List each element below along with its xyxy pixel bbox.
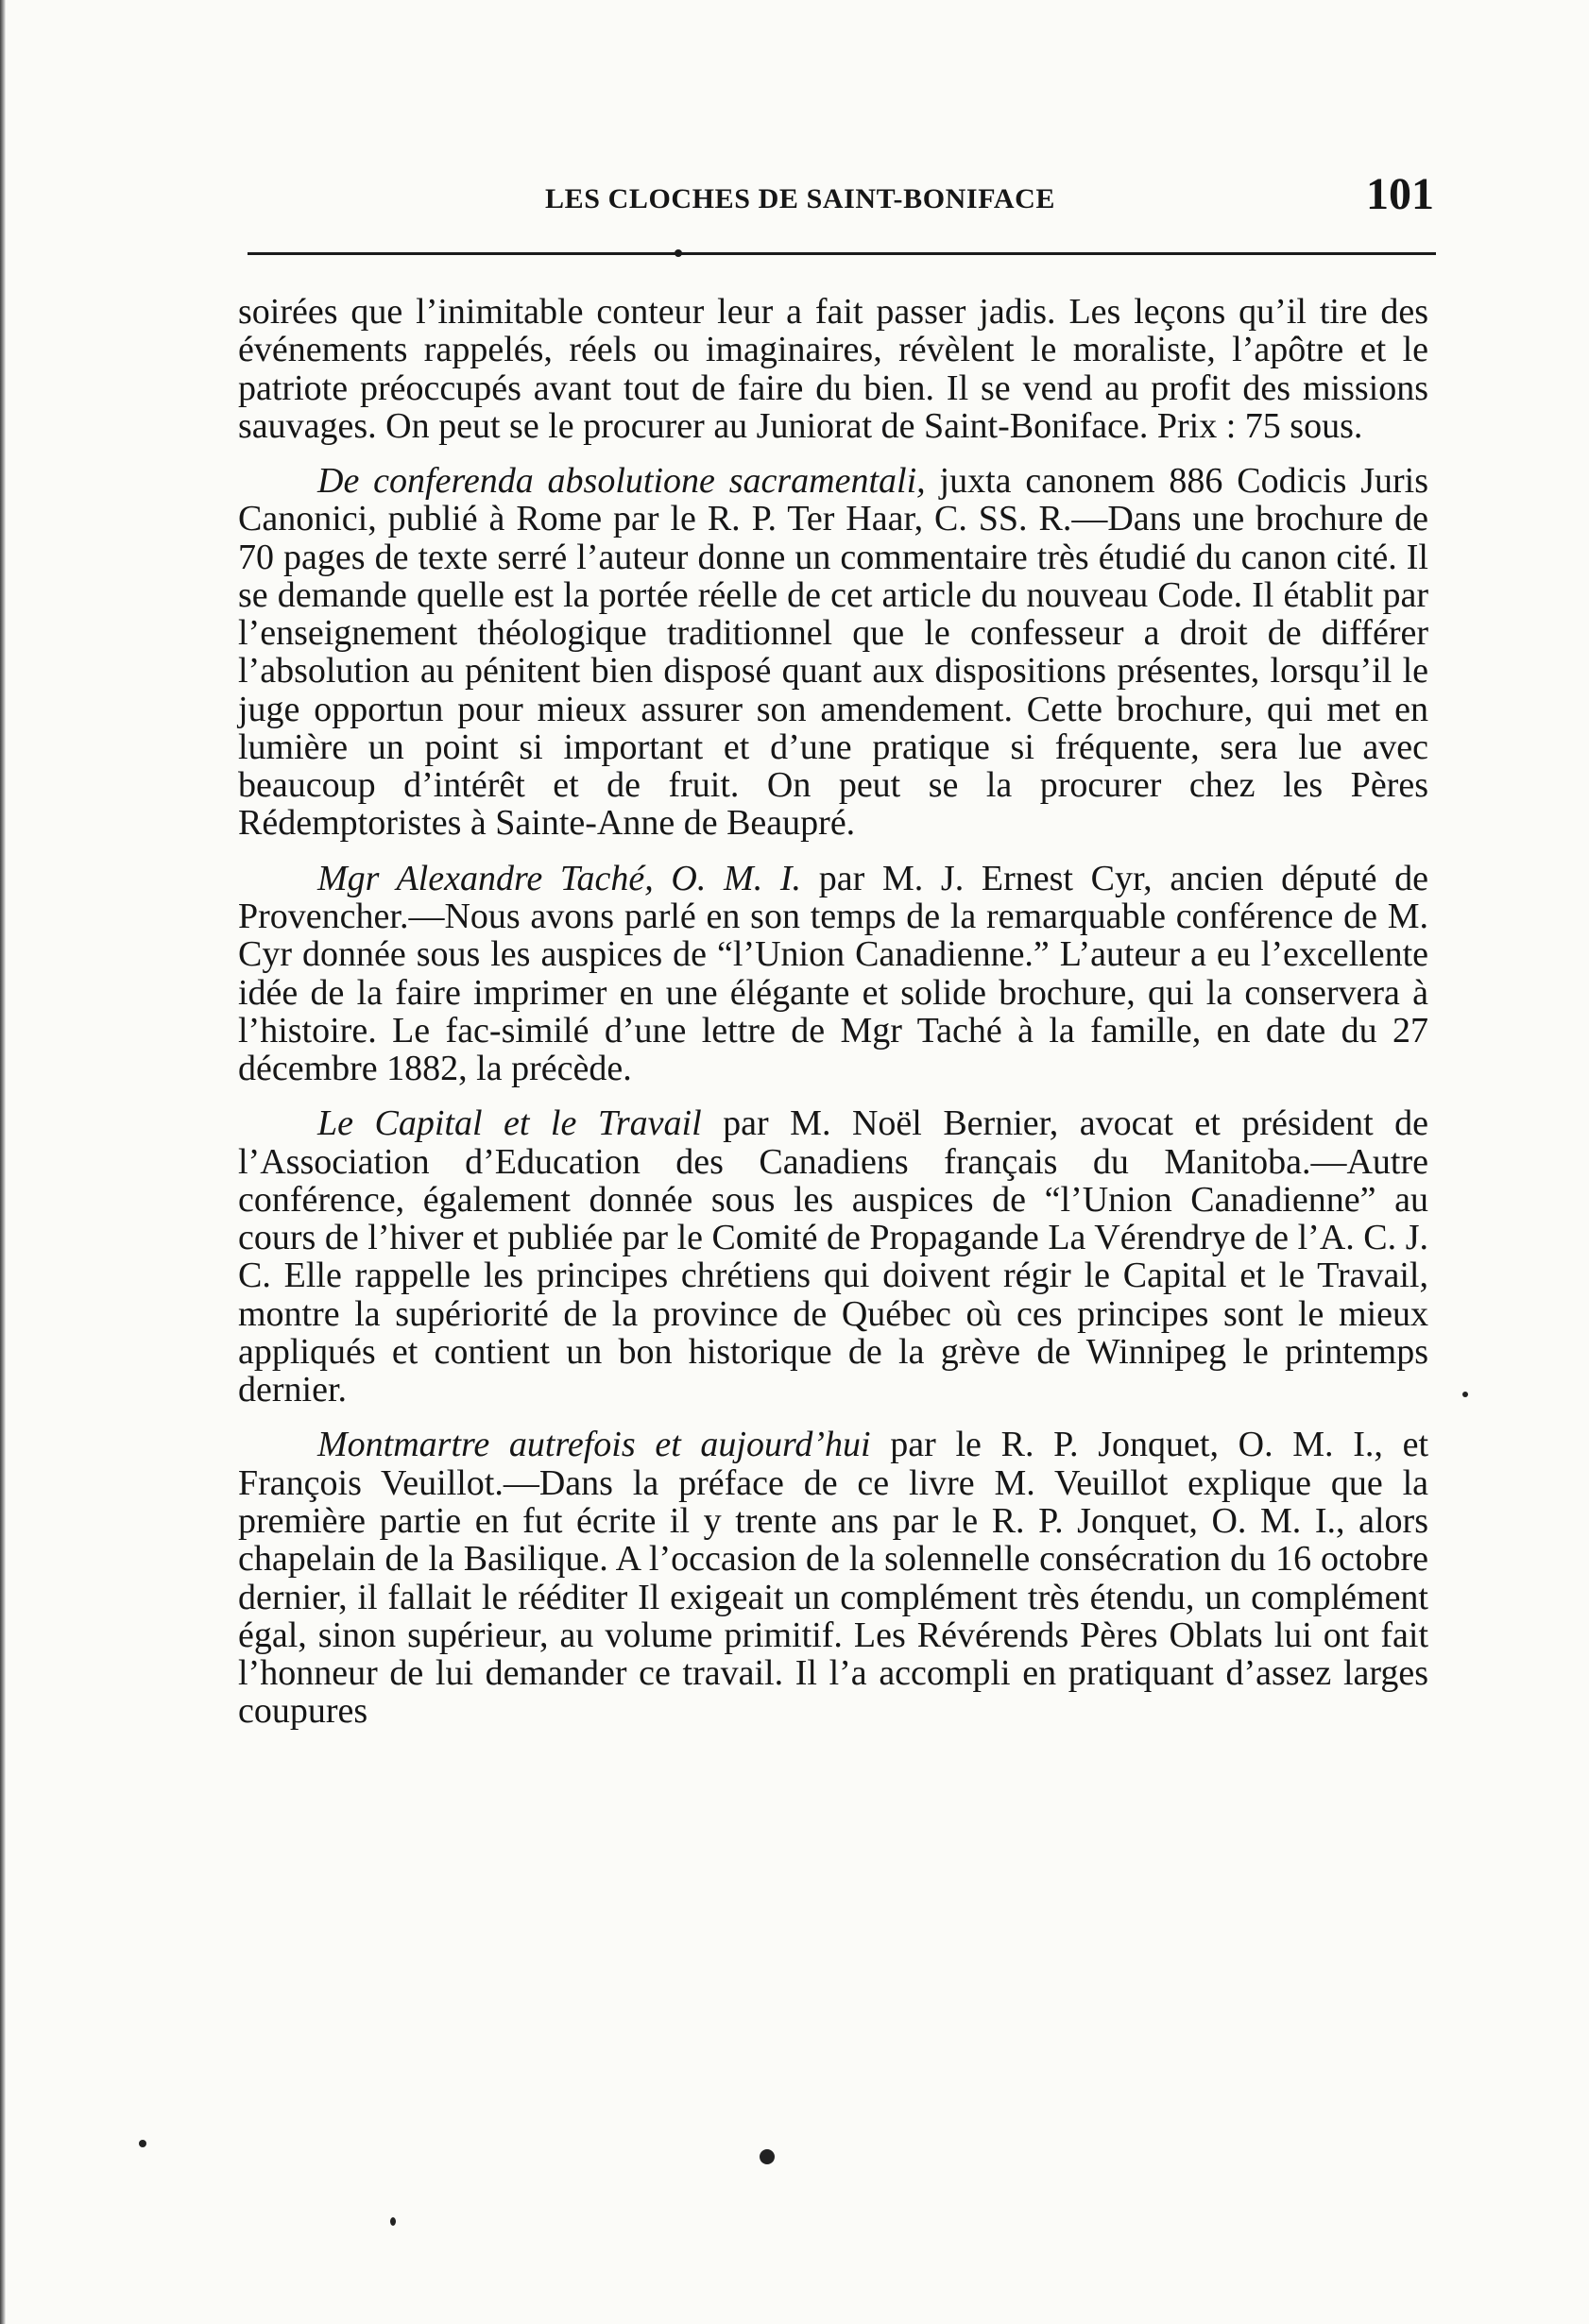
book-title: De conferenda absolutione sacramentali, [317, 461, 926, 502]
review-entry-de-conferenda [238, 462, 1428, 843]
header-rule-ornament [675, 249, 682, 257]
page-binding-edge [0, 0, 6, 2324]
scan-speck [390, 2217, 396, 2226]
header-rule [248, 252, 1436, 255]
running-head: LES CLOCHES DE SAINT-BONIFACE [545, 183, 1056, 214]
page-header [248, 168, 1438, 234]
scan-speck [139, 2140, 146, 2147]
book-title: Le Capital et le Travail [317, 1103, 702, 1144]
page-number: 101 [1366, 169, 1434, 219]
review-text: par le R. P. Jonquet, O. M. I., et François Veuillot.—Dans la préface de ce livre M. Veuillot explique que la première partie en fut écrite il y trente ans par le R. P. Jonquet, O. M. I., alors chapelain de la Basilique. A l’occasion de la solennelle consécration du 16 octobre dernier, il fallait le rééditer Il exigeait un complément très étendu, un complément égal, sinon supérieur, au volume primitif. Les Révérends Pères Oblats lui ont fait l’honneur de lui demander ce travail. Il l’a accompli en pratiquant d’assez larges coupures [238, 1425, 1429, 1732]
review-entry-montmartre [238, 1426, 1428, 1730]
paragraph-continuation [238, 293, 1428, 445]
review-text: par M. Noël Bernier, avocat et président de l’Association d’Education des Canadiens français du Manitoba.—Autre conférence, également donnée sous les auspices de “l’Union Canadienne” au cours de l’hiver et publiée par le Comité de Propagande La Vérendrye de l’A. C. J. C. Elle rappelle les principes chrétiens qui doivent régir le Capital et le Travail, montre la supériorité de la province de Québec où ces principes sont le mieux appliqués et contient un bon historique de la grève de Winnipeg le printemps dernier. [238, 1103, 1428, 1410]
review-text: par M. J. Ernest Cyr, ancien député de Provencher.—Nous avons parlé en son temps de la remarquable conférence de M. Cyr donnée sous les auspices de “l’Union Canadienne.” L’auteur a eu l’excellente idée de la faire imprimer en une élégante et solide brochure, qui la conservera à l’histoire. Le fac-similé d’une lettre de Mgr Taché à la famille, en date du 27 décembre 1882, la précède. [238, 858, 1428, 1089]
paragraph-text: soirées que l’inimitable conteur leur a fait passer jadis. Les leçons qu’il tire des événements rappelés, réels ou imaginaires, révèlent le moraliste, l’apôtre et le patriote préoccupés avant tout de faire du bien. Il se vend au profit des missions sauvages. On peut se le procurer au Juniorat de Saint-Boniface. Prix : 75 sous. [238, 292, 1428, 446]
review-entry-capital-travail [238, 1104, 1428, 1409]
scan-speck [1462, 1392, 1468, 1397]
scan-speck [760, 2149, 775, 2164]
book-title: Montmartre autrefois et aujourd’hui [317, 1425, 871, 1465]
book-title: Mgr Alexandre Taché, O. M. I. [317, 858, 802, 898]
review-text: juxta canonem 886 Codicis Juris Canonici, publié à Rome par le R. P. Ter Haar, C. SS. R.—Dans une brochure de 70 pages de texte serré l’auteur donne un commentaire très étudié du canon cité. Il se demande quelle est la portée réelle de cet article du nouveau Code. Il établit par l’enseignement théologique traditionnel que le confesseur a droit de différer l’absolution au pénitent bien disposé quant aux dispositions présentes, lorsqu’il le juge opportun pour mieux assurer son amendement. Cette brochure, qui met en lumière un point si important et d’une pratique si fréquente, sera lue avec beaucoup d’intérêt et de fruit. On peut se la procurer chez les Pères Rédemptoristes à Sainte-Anne de Beaupré. [238, 461, 1428, 844]
body-text [238, 293, 1428, 1748]
review-entry-mgr-tache [238, 860, 1428, 1088]
